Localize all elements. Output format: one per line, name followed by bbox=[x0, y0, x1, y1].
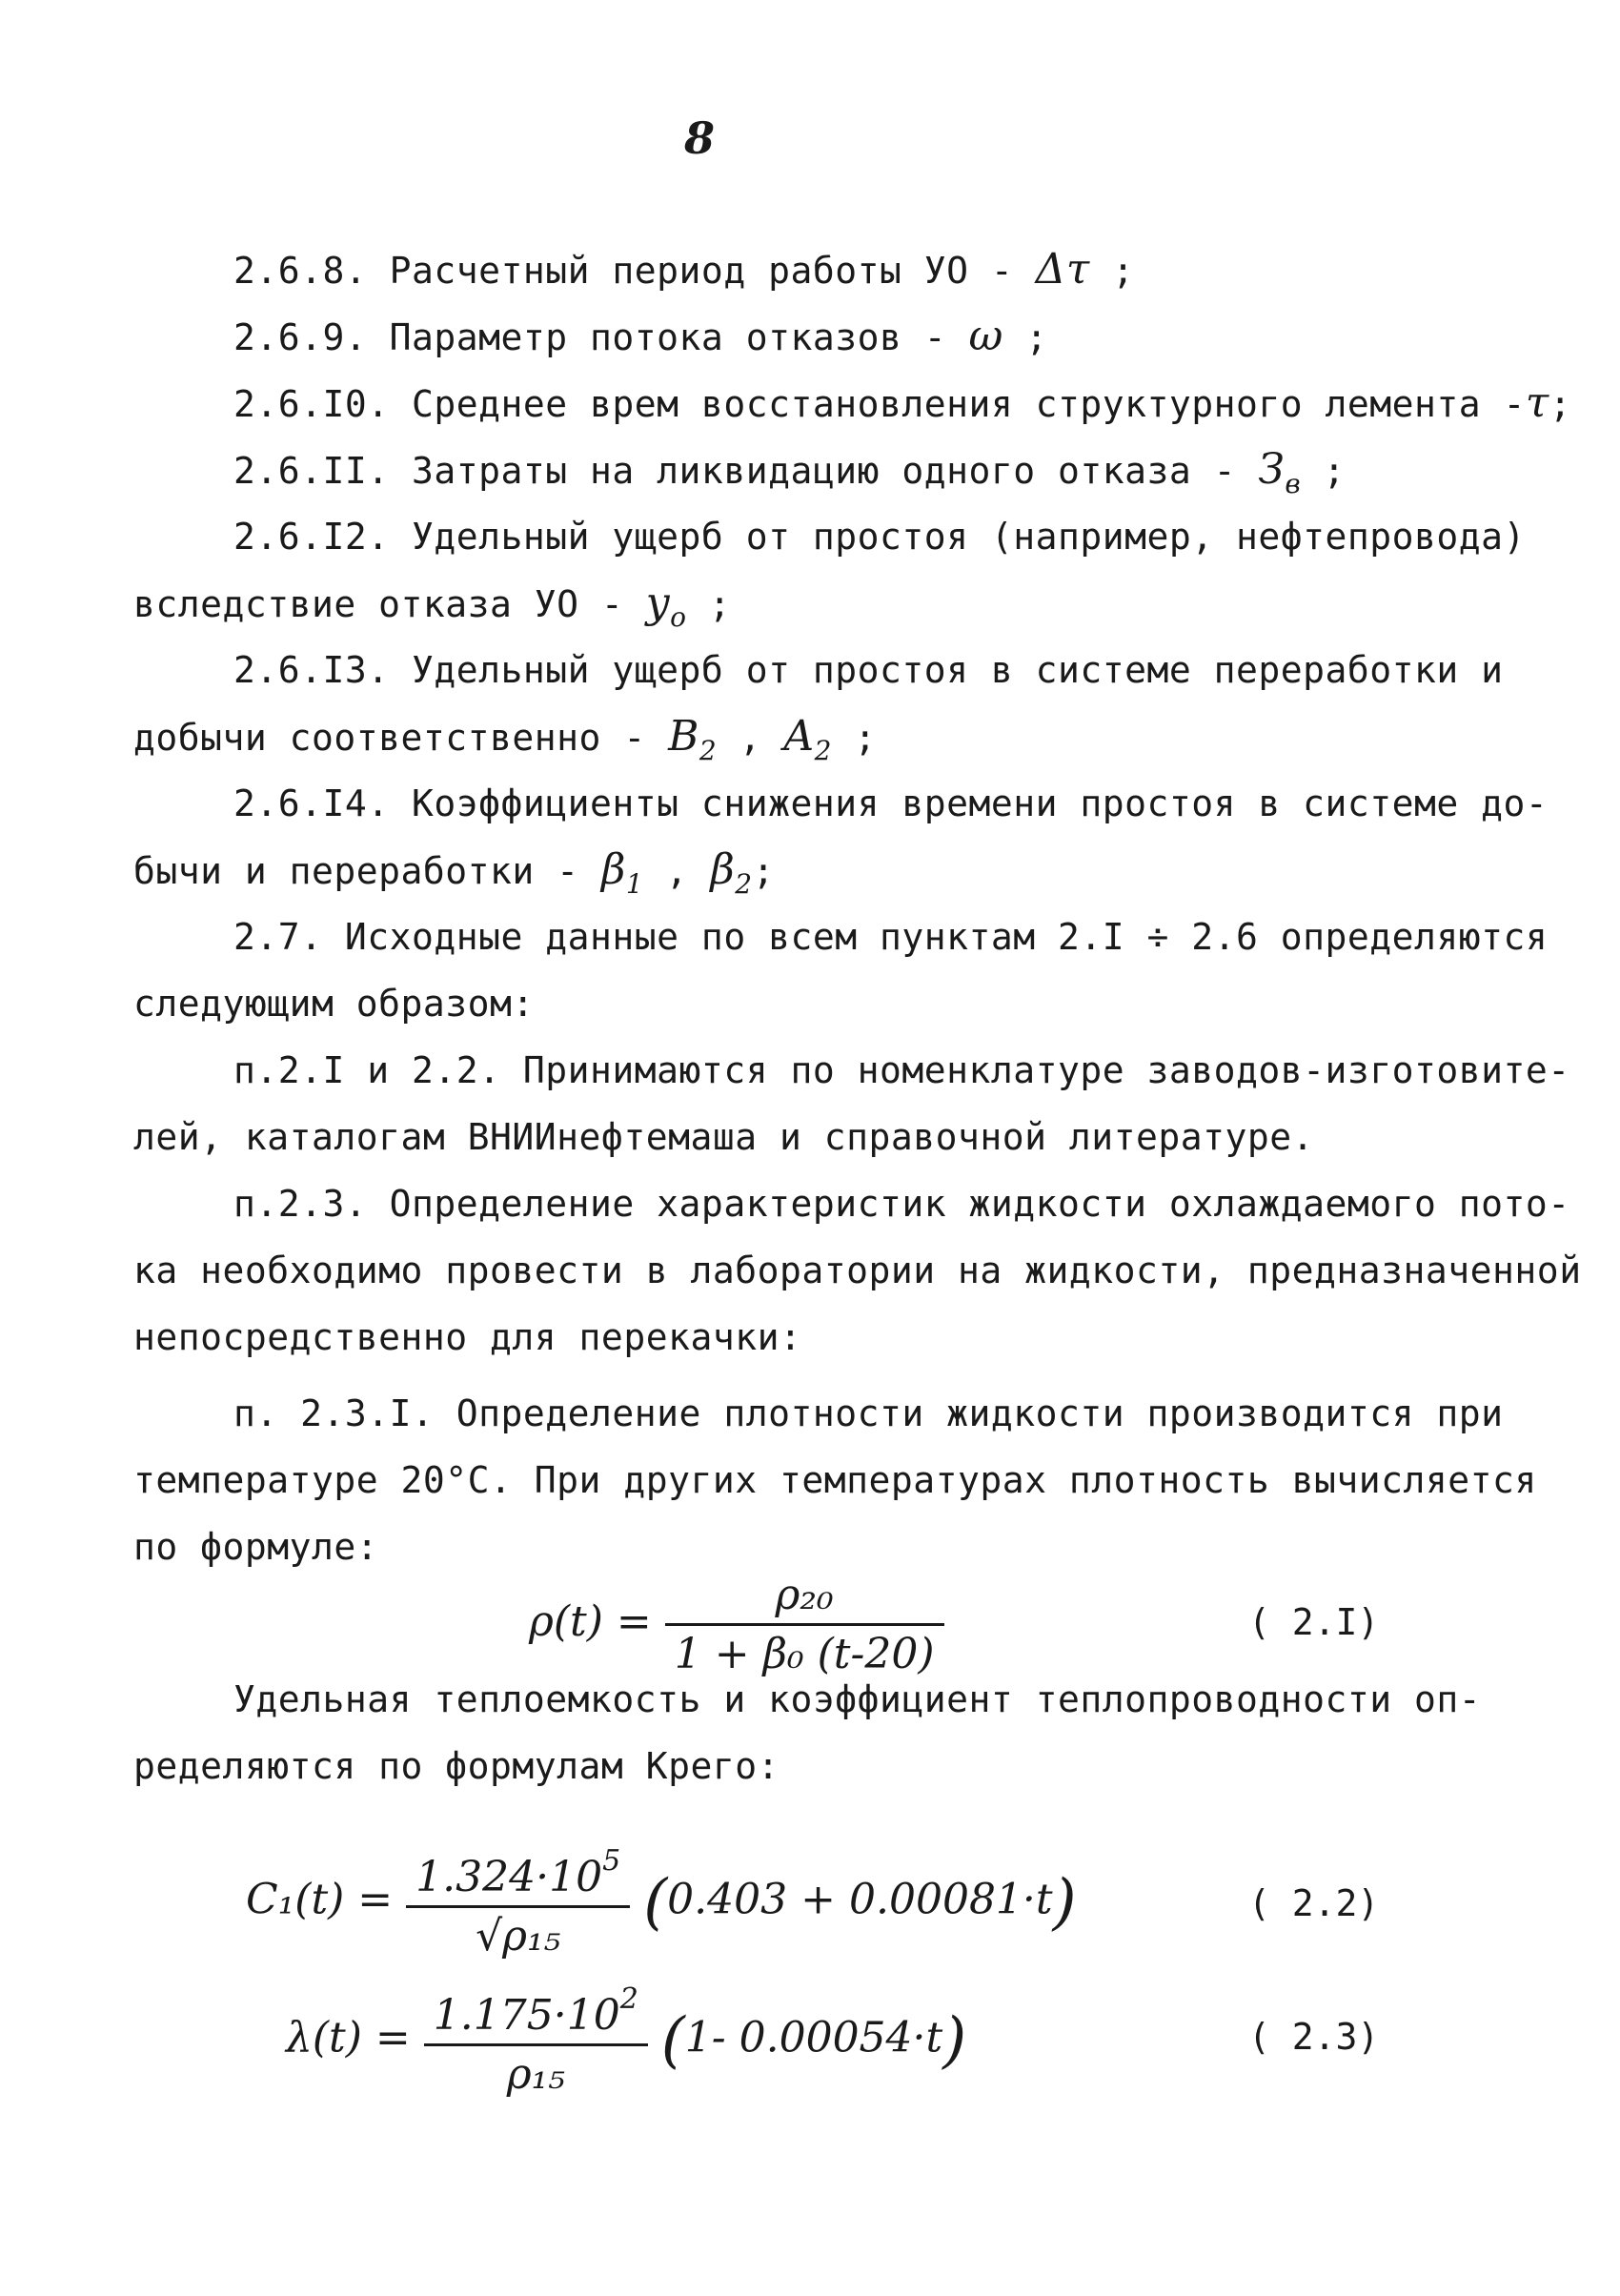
item-2-6-13-cont: добычи соответственно - $B_2$ , $A_2$ ; bbox=[133, 712, 877, 766]
item-2-6-9: 2.6.9. Параметр потока отказов - ω ; bbox=[233, 312, 1048, 360]
formula-2-3: λ(t) = $\frac{1.175\cdot 10^2}{\text{ρ₁₅}}$ (1- 0.00054·t) bbox=[286, 1982, 967, 2099]
item-crego-intro: Удельная теплоемкость и коэффициент теплопроводности оп- bbox=[233, 1678, 1482, 1720]
formula-2-1-label: ( 2.I) bbox=[1248, 1601, 1380, 1643]
item-p-2-3: п.2.3. Определение характеристик жидкости охлаждаемого пото- bbox=[233, 1183, 1570, 1225]
formula-2-3-fraction: $\frac{1.175\cdot 10^2}{\text{ρ₁₅}}$ bbox=[424, 1982, 648, 2099]
item-2-6-8: 2.6.8. Расчетный период работы УО - Δτ ; bbox=[233, 245, 1135, 294]
formula-2-2-fraction: $\frac{1.324\cdot 10^5}{\text{√ρ₁₅}}$ bbox=[406, 1844, 630, 1961]
item-2-6-10: 2.6.I0. Среднее врем восстановления структурного лемента -τ; bbox=[233, 378, 1572, 427]
item-p-2-3-1-cont1: температуре 20°C. При других температурах плотность вычисляется bbox=[133, 1459, 1537, 1501]
item-2-6-12: 2.6.I2. Удельный ущерб от простоя (например, нефтепровода) bbox=[233, 516, 1526, 558]
item-2-6-14-cont: бычи и переработки - $\beta_1$ , $\beta_2$; bbox=[133, 845, 775, 900]
item-2-6-12-cont: вследствие отказа УО - $y_o$ ; bbox=[133, 579, 732, 633]
item-p-2-3-1: п. 2.3.I. Определение плотности жидкости производится при bbox=[233, 1392, 1504, 1434]
formula-2-1-fraction: $\frac{\text{ρ₂₀}}{\text{1 + β₀ (t-20)}}$ bbox=[665, 1571, 944, 1678]
formula-2-2: C₁(t) = $\frac{1.324\cdot 10^5}{\text{√ρ₁₅}}$ (0.403 + 0.00081·t) bbox=[246, 1844, 1077, 1961]
item-crego-intro-cont: ределяются по формулам Крего: bbox=[133, 1745, 780, 1787]
page-number: 8 bbox=[684, 112, 716, 164]
item-p-2-3-cont1: ка необходимо провести в лаборатории на жидкости, предназначенной bbox=[133, 1250, 1582, 1291]
item-2-7-cont: следующим образом: bbox=[133, 983, 535, 1025]
item-2-6-11: 2.6.II. Затраты на ликвидацию одного отказа - $З_в$ ; bbox=[233, 445, 1346, 499]
formula-2-1: ρ(t) = $\frac{\text{ρ₂₀}}{\text{1 + β₀ (t-20)}}$ bbox=[529, 1571, 944, 1678]
formula-2-3-label: ( 2.3) bbox=[1248, 2016, 1380, 2058]
item-p-2-3-cont2: непосредственно для перекачки: bbox=[133, 1316, 802, 1358]
item-p-2-1-2-2: п.2.I и 2.2. Принимаются по номенклатуре заводов-изготовите- bbox=[233, 1049, 1570, 1091]
item-2-7: 2.7. Исходные данные по всем пунктам 2.I ÷ 2.6 определяются bbox=[233, 916, 1549, 958]
item-2-6-13: 2.6.I3. Удельный ущерб от простоя в системе переработки и bbox=[233, 649, 1504, 691]
item-p-2-3-1-cont2: по формуле: bbox=[133, 1526, 379, 1568]
formula-2-2-label: ( 2.2) bbox=[1248, 1882, 1380, 1924]
item-p-2-1-2-2-cont: лей, каталогам ВНИИнефтемаша и справочной литературе. bbox=[133, 1116, 1315, 1158]
item-2-6-14: 2.6.I4. Коэффициенты снижения времени простоя в системе до- bbox=[233, 782, 1549, 824]
